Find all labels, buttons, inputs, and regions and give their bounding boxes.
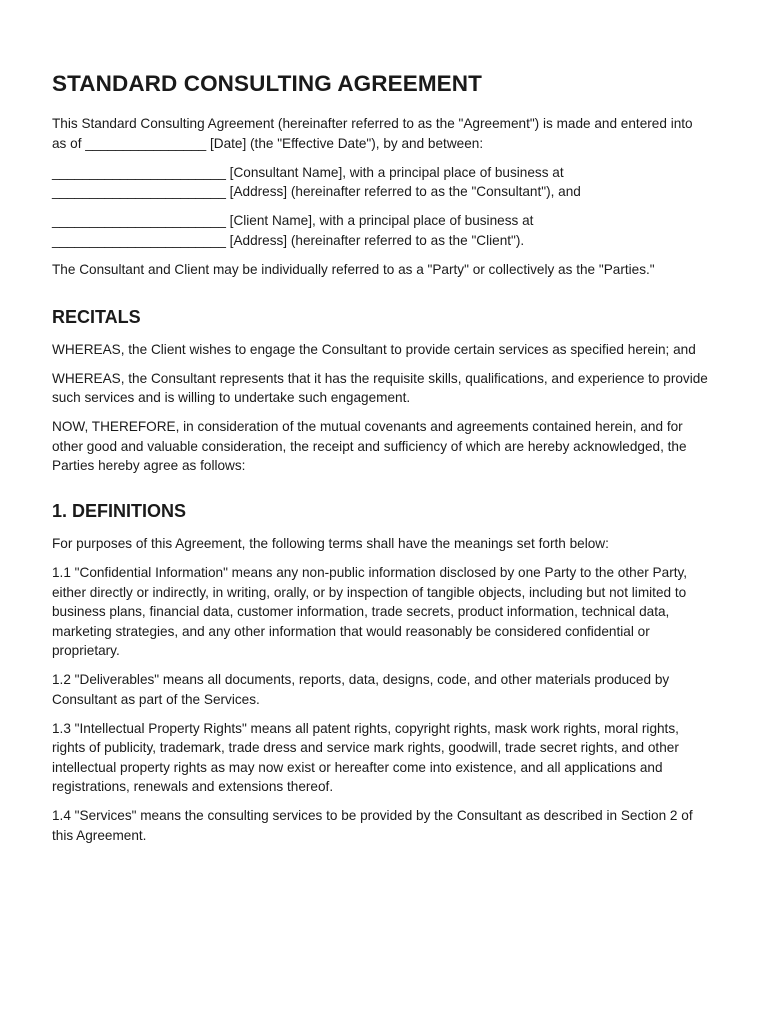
recitals-heading: RECITALS — [52, 306, 141, 327]
recital-paragraph: NOW, THEREFORE, in consideration of the mutual covenants and agreements contained herein, and for other good and valuable consideration, the receipt and sufficiency of which are hereby acknowledged, the Parties hereby agree as follows: — [52, 419, 687, 473]
intro-opening-paragraph: This Standard Consulting Agreement (hereinafter referred to as the "Agreement") is made and entered into as of ________________ [Date] (the "Effective Date"), by and between: — [52, 116, 693, 151]
section-spacer — [52, 485, 710, 500]
definition-item: 1.4 "Services" means the consulting services to be provided by the Consultant as described in Section 2 of this Agreement. — [52, 808, 693, 843]
parties-definition-paragraph: The Consultant and Client may be individually referred to as a "Party" or collectively as the "Parties." — [52, 261, 655, 277]
consultant-party-paragraph: _______________________ [Consultant Name], with a principal place of business at _______________________ [Address] (hereinafter referred to as the "Consultant"), and — [52, 164, 581, 199]
definitions-intro-paragraph: For purposes of this Agreement, the following terms shall have the meanings set forth below: — [52, 536, 609, 551]
definition-item: 1.3 "Intellectual Property Rights" means all patent rights, copyright rights, mask work rights, moral rights, rights of publicity, trademark, trade dress and service mark rights, goodwill, trade secret rights, and other intellectual property rights as may now exist or hereafter come into existence, and all applications and registrations, renewals and extensions thereof. — [52, 720, 679, 794]
recital-paragraph: WHEREAS, the Consultant represents that it has the requisite skills, qualifications, and experience to provide such services and is willing to undertake such engagement. — [52, 370, 708, 405]
definition-item: 1.1 "Confidential Information" means any non-public information disclosed by one Party to the other Party, either directly or indirectly, in writing, orally, or by inspection of tangible objects, including but not limited to business plans, financial data, customer information, trade secrets, product information, technical data, marketing strategies, and any other information that would reasonably be considered confidential or proprietary. — [52, 565, 688, 658]
client-party-paragraph: _______________________ [Client Name], with a principal place of business at _______________________ [Address] (hereinafter referred to as the "Client"). — [52, 213, 534, 248]
definition-item: 1.2 "Deliverables" means all documents, reports, data, designs, code, and other materials produced by Consultant as part of the Services. — [52, 672, 670, 707]
document-title: STANDARD CONSULTING AGREEMENT — [52, 71, 482, 96]
recital-paragraph: WHEREAS, the Client wishes to engage the Consultant to provide certain services as specified herein; and — [52, 341, 696, 357]
definitions-heading: 1. DEFINITIONS — [52, 501, 187, 521]
section-spacer — [52, 289, 710, 306]
